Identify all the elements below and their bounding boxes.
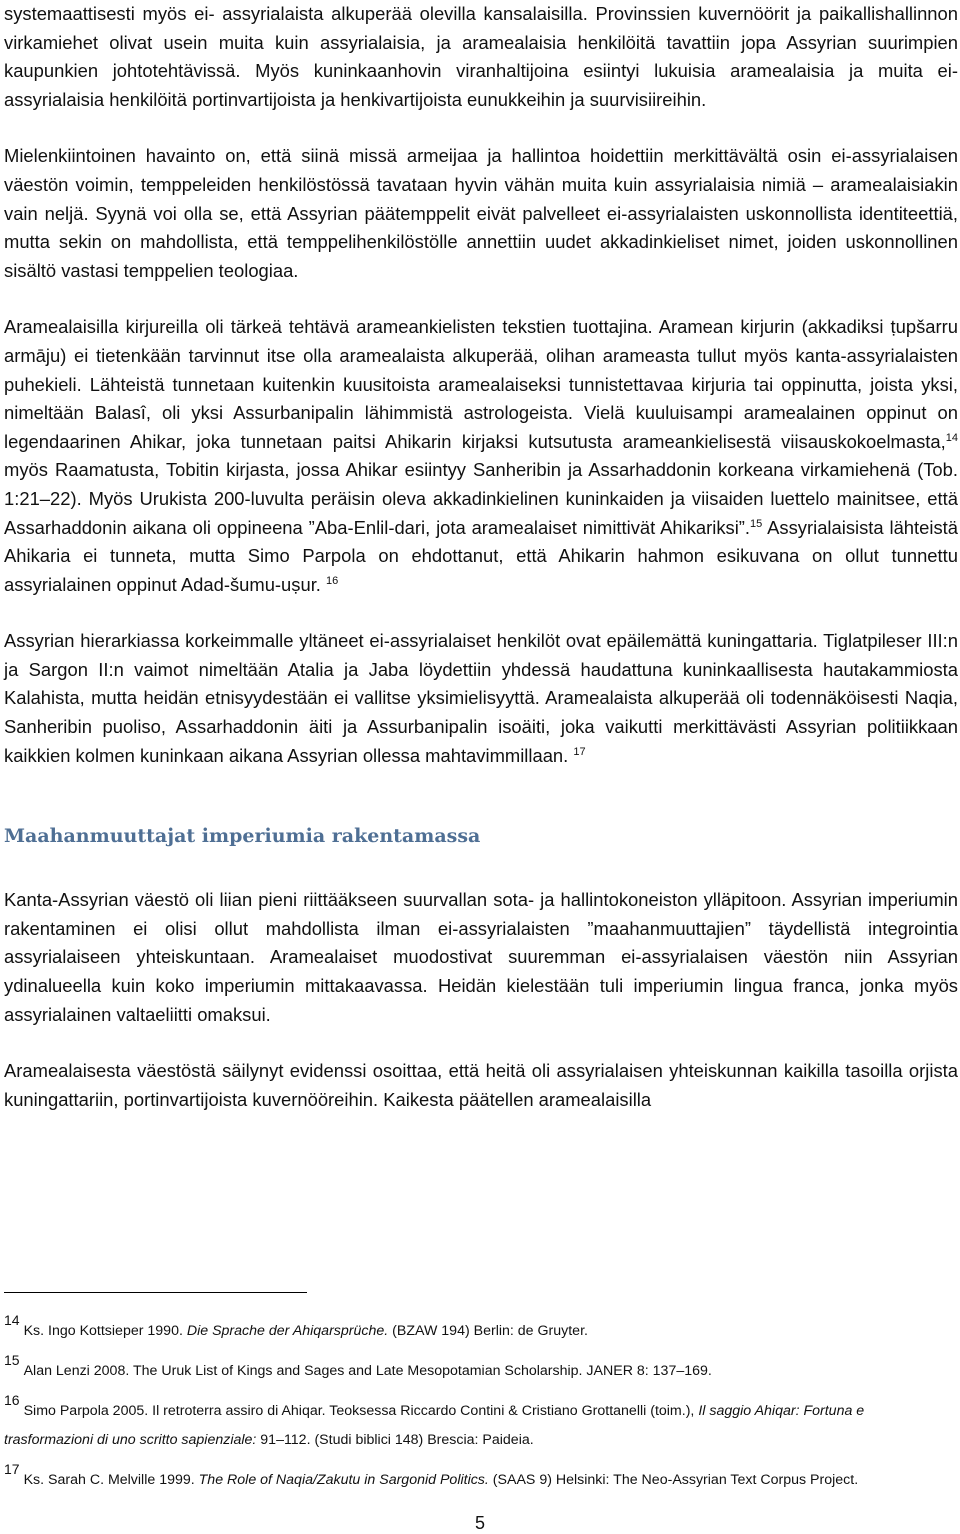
paragraph-3-text-c: Assyrialaisista lähteistä Ahikaria ei tunneta, mutta Simo Parpola on ehdottanut, että Ahikarin hahmon esikuvana on ollut tunnettu assyrialainen oppinut Adad-šumu-uṣur. [4,516,958,595]
footnote-divider [4,1292,307,1293]
footnote-text: Ks. Sarah C. Melville 1999. [23,1472,199,1488]
section-heading: Maahanmuuttajat imperiumia rakentamassa [4,825,481,848]
footnote-17 [4,1455,954,1495]
footnote-14 [4,1306,954,1346]
document-page [4,0,958,1114]
footnotes [4,1306,954,1495]
footnote-16 [4,1386,954,1455]
footnote-text: Alan Lenzi 2008. The Uruk List of Kings and Sages and Late Mesopotamian Scholarship. JANER 8: 137–169. [23,1363,712,1379]
footnote-title: Die Sprache der Ahiqarsprüche. [186,1323,389,1339]
footnote-text: Simo Parpola 2005. Il retroterra assiro di Ahiqar. Teoksessa Riccardo Contini & Cristiano Grottanelli (toim.), [23,1403,699,1419]
footnote-number: 14 [4,1312,20,1328]
section-paragraph-1-text: Kanta-Assyrian väestö oli liian pieni riittääkseen suurvallan sota- ja hallintokoneiston ylläpitoon. Assyrian imperiumin rakentaminen ei olisi ollut mahdollista ilman ei-assyrialaisten ”maahanmuuttajien” täydellistä integrointia assyrialaiseen yhteiskuntaan. Aramealaiset muodostivat suuremman ei-assyrialaisen väestön niin Assyrian ydinalueella kuin koko imperiumin mittakaavassa. Heidän kielestään tuli imperiumin lingua franca, jonka myös assyrialainen valtaeliitti omaksui. [4,889,958,1025]
paragraph-2 [4,142,958,285]
footnote-text: 91–112. (Studi biblici 148) Brescia: Paideia. [256,1432,534,1448]
paragraph-1-text: systemaattisesti myös ei- assyrialaista alkuperää olevilla kansalaisilla. Provinssien kuvernöörit ja paikallishallinnon virkamiehet olivat usein muita kuin assyrialaisia, ja aramealaisia henkilöitä tavattiin jopa Assyrian suurimpien kaupunkien johtotehtävissä. Myös kuninkaanhovin viranhaltijoina esiintyi lukuisia aramealaisia ja muita ei-assyrialaisia henkilöitä portinvartijoista ja henkivartijoista eunukkeihin ja suurvisiireihin. [4,3,958,110]
footnote-number: 15 [4,1352,20,1368]
section-paragraph-2 [4,1057,958,1114]
footnote-title: The Role of Naqia/Zakutu in Sargonid Politics. [198,1472,489,1488]
footnote-title: Il saggio Ahiqar: Fortuna e trasformazioni di uno scritto sapienziale: [4,1403,865,1448]
footnote-text: (SAAS 9) Helsinki: The Neo-Assyrian Text Corpus Project. [488,1472,859,1488]
paragraph-3-text-b: myös Raamatusta, Tobitin kirjasta, jossa Ahikar esiintyy Sanheribin ja Assarhaddonin korkeana virkamiehenä (Tob. 1:21–22). Myös Urukista 200-luvulta peräisin oleva akkadinkielinen kuninkaiden ja viisaiden luettelo mainitsee, että Assarhaddonin aikana oli oppineena ”Aba-Enlil-dari, jota aramealaiset nimittivät Ahikariksi”. [4,459,958,538]
paragraph-3-text-a: Aramealaisilla kirjureilla oli tärkeä tehtävä arameankielisten tekstien tuottajina. Aramean kirjurin (akkadiksi ṭupšarru armāju) ei tietenkään tarvinnut itse olla aramealaista alkuperää, olihan arameasta tullut myös kanta-assyrialaisten puhekieli. Lähteistä tunnetaan kuitenkin kuusitoista aramealaiseksi tunnistettavaa kirjuria tai oppinutta, joista yksi, nimeltään Balasî, oli yksi Assurbanipalin lähimmistä astrologeista. Vielä kuuluisampi aramealainen oppinut on legendaarinen Ahikar, joka tunnetaan paitsi Ahikarin kirjaksi kutsutusta arameankielisestä viisauskokoelmasta, [4,316,958,452]
paragraph-2-text: Mielenkiintoinen havainto on, että siinä missä armeijaa ja hallintoa hoidettiin merkittävältä osin ei-assyrialaisen väestön voimin, temppeleiden henkilöstössä tavataan hyvin vähän muita kuin assyrialaisia nimiä – aramealaisiakin vain neljä. Syynä voi olla se, että Assyrian päätemppelit eivät palvelleet ei-assyrialaisten uskonnollista identiteettiä, mutta sekin on mahdollista, että temppelihenkilöstölle annettiin uudet akkadinkieliset nimet, joiden uskonnollinen sisältö vastasi temppelien teologiaa. [4,145,958,281]
footnote-ref-14[interactable]: 14 [945,431,958,444]
paragraph-4-text: Assyrian hierarkiassa korkeimmalle yltäneet ei-assyrialaiset henkilöt ovat epäilemättä kuningattaria. Tiglatpileser III:n ja Sargon II:n vaimot nimeltään Atalia ja Jaba löydettiin yhdessä haudattuna kuninkaallisesta hautakammiosta Kalahista, mutta heidän etnisyydestään ei vallitse yksimielisyyttä. Aramealaista alkuperää oli todennäköisesti Naqia, Sanheribin puoliso, Assarhaddonin äiti ja Assurbanipalin isoäiti, joka vaikutti merkittävästi Assyrian politiikkaan kaikkien kolmen kuninkaan aikana Assyrian ollessa mahtavimmillaan. [4,630,958,766]
footnote-ref-17[interactable]: 17 [573,745,586,758]
footnote-text: (BZAW 194) Berlin: de Gruyter. [388,1323,588,1339]
section-paragraph-1 [4,886,958,1029]
footnote-text: Ks. Ingo Kottsieper 1990. [23,1323,187,1339]
footnote-ref-15[interactable]: 15 [750,517,763,530]
paragraph-4 [4,627,958,770]
footnote-15 [4,1346,954,1386]
paragraph-3 [4,313,958,599]
footnote-ref-16[interactable]: 16 [326,574,339,587]
page-number: 5 [474,1513,485,1533]
footnote-number: 16 [4,1392,20,1408]
section-paragraph-2-text: Aramealaisesta väestöstä säilynyt evidenssi osoittaa, että heitä oli assyrialaisen yhteiskunnan kaikilla tasoilla orjista kuningattariin, portinvartijoista kuvernööreihin. Kaikesta päätellen aramealaisilla [4,1060,958,1110]
footnote-number: 17 [4,1461,20,1477]
paragraph-1 [4,0,958,114]
